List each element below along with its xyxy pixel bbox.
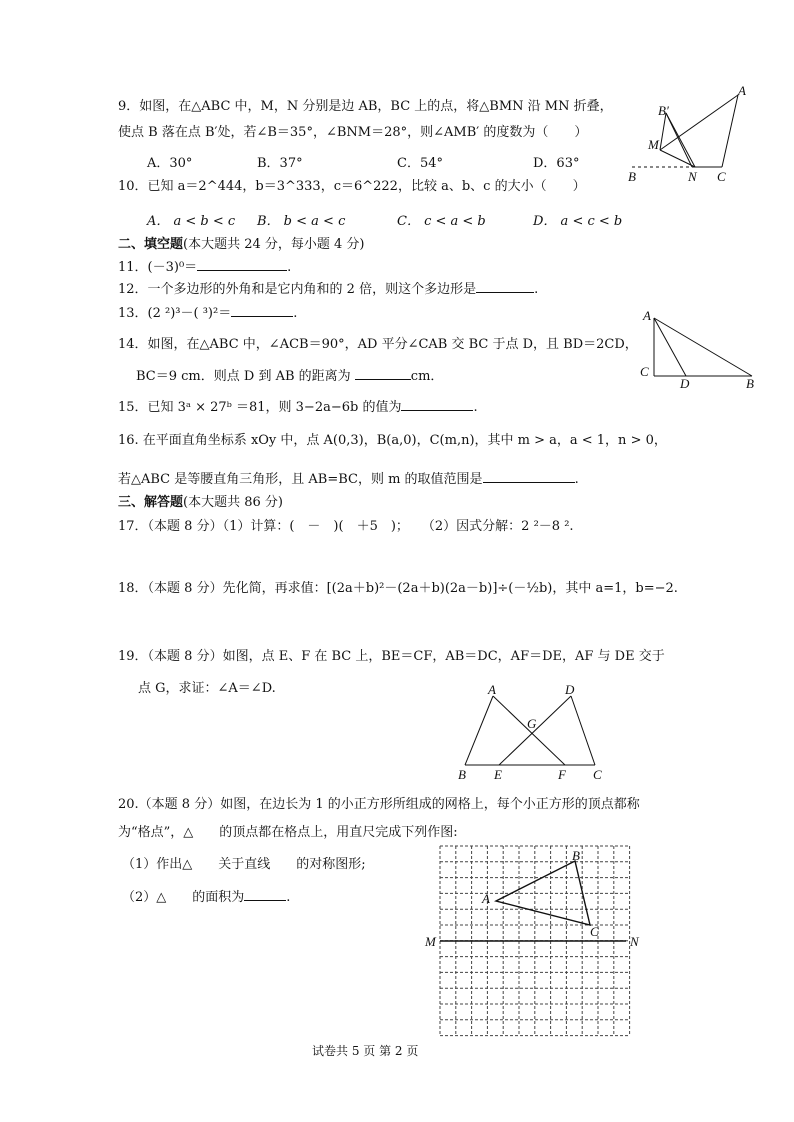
q19-figure: [455, 682, 615, 782]
q20-line4: [122, 888, 290, 907]
q19-label-f: F: [558, 767, 566, 782]
q20-blank[interactable]: [244, 888, 286, 901]
q9-label-b: B: [628, 169, 636, 184]
q16-blank[interactable]: [483, 470, 575, 483]
q15: [118, 398, 478, 417]
q14-figure: [640, 308, 765, 391]
q12-tail: .: [534, 282, 539, 297]
q9-line1: 9．如图，在△ABC 中，M，N 分别是边 AB，BC 上的点，将△BMN 沿 MN 折叠，: [118, 99, 613, 114]
q15-tail: .: [473, 400, 478, 415]
q9-label-m: M: [648, 137, 659, 152]
q9-label-c: C: [717, 169, 726, 184]
q14-label-d: D: [680, 376, 690, 391]
q9-option-a: A．30°: [147, 156, 193, 171]
q14-unit: cm．: [410, 369, 444, 384]
q20-line2: 为“格点”，△ 的顶点都在格点上，用直尺完成下列作图:: [118, 825, 458, 840]
q13-blank[interactable]: [231, 304, 293, 317]
page-footer: 试卷共 5 页 第 2 页: [312, 1044, 419, 1058]
q9-option-c: C．54°: [397, 156, 443, 171]
section-3-note: (本大题共 86 分): [183, 495, 283, 510]
q14-label-a: A: [643, 308, 651, 323]
q20-label-c: C: [590, 924, 599, 939]
section-2-note: (本大题共 24 分，每小题 4 分): [183, 237, 365, 252]
q17: 17．（本题 8 分）（1）计算：( － )( ＋5 )； （2）因式分解：2 ²－8 ².: [118, 519, 574, 534]
q14-label-b: B: [746, 376, 754, 391]
q20-tail: .: [286, 890, 291, 905]
q15-blank[interactable]: [401, 398, 473, 411]
q19-line2: 点 G，求证：∠A＝∠D.: [138, 681, 276, 696]
q20-label-n: N: [630, 934, 639, 949]
q20-text: （2）△ 的面积为: [122, 890, 245, 905]
section-2-heading: [118, 236, 365, 254]
q18: 18．（本题 8 分）先化简，再求值：[(2a＋b)²－(2a＋b)(2a－b)]÷(－½b)，其中 a=1，b=−2.: [118, 581, 678, 596]
q9-option-b: B．37°: [257, 156, 303, 171]
q12-blank[interactable]: [476, 280, 534, 293]
q11-tail: .: [287, 260, 292, 275]
q16-line1: 16. 在平面直角坐标系 xOy 中，点 A(0,3)，B(a,0)，C(m,n)，其中 m > a，a < 1，n > 0，: [118, 433, 667, 448]
q9-label-bprime: B′: [658, 103, 669, 118]
q13: [118, 304, 297, 323]
q14-line2: [136, 367, 443, 386]
q19-label-b: B: [458, 767, 466, 782]
q20-label-a: A: [482, 891, 490, 906]
q9-label-n: N: [688, 169, 697, 184]
q14-text: BC＝9 cm．则点 D 到 AB 的距离为: [136, 369, 351, 384]
q19-line1: 19．（本题 8 分）如图，点 E、F 在 BC 上，BE＝CF，AB＝DC，AF＝DE，AF 与 DE 交于: [118, 649, 665, 664]
q14-blank[interactable]: [355, 367, 411, 380]
q19-label-a: A: [488, 682, 496, 697]
q13-tail: .: [293, 306, 298, 321]
q10-question: 10．已知 a＝2^444，b＝3^333，c＝6^222，比较 a、b、c 的大小（ ）: [118, 179, 586, 194]
q9-option-d: D．63°: [533, 156, 580, 171]
q14-label-c: C: [640, 364, 649, 379]
q11-blank[interactable]: [197, 258, 287, 271]
q20-label-b: B: [572, 848, 580, 863]
q16-text: 若△ABC 是等腰直角三角形，且 AB=BC，则 m 的取值范围是: [118, 472, 483, 487]
q11-text: 11．(－3)⁰＝: [118, 260, 198, 275]
q10-option-a: A． a < b < c: [147, 214, 236, 229]
q9-label-a: A: [738, 83, 746, 98]
q12-text: 12．一个多边形的外角和是它内角和的 2 倍，则这个多边形是: [118, 282, 477, 297]
q15-text: 15．已知 3ᵃ × 27ᵇ ＝81，则 3−2a−6b 的值为: [118, 400, 402, 415]
q16-tail: .: [574, 472, 579, 487]
q20-line3: （1）作出△ 关于直线 的对称图形;: [122, 857, 366, 872]
q10-option-b: B． b < a < c: [257, 214, 346, 229]
q14-line1: 14．如图，在△ABC 中，∠ACB＝90°，AD 平分∠CAB 交 BC 于点 D，且 BD＝2CD，: [118, 337, 638, 352]
section-2-title: 二、填空题: [118, 237, 184, 252]
q13-text: 13．(2 ²)³－( ³)²＝: [118, 306, 232, 321]
q20-grid-figure: [420, 838, 650, 1038]
q19-label-d: D: [565, 682, 575, 697]
q16-line2: [118, 470, 579, 489]
q9-figure: [620, 85, 760, 185]
q11: [118, 258, 291, 277]
q20-line1: 20.（本题 8 分）如图，在边长为 1 的小正方形所组成的网格上，每个小正方形的顶点都称: [118, 797, 640, 812]
section-3-heading: [118, 494, 283, 512]
q12: [118, 280, 538, 299]
q20-label-m: M: [425, 934, 436, 949]
q19-label-g: G: [527, 716, 537, 731]
q19-label-e: E: [494, 767, 502, 782]
q10-option-c: C． c < a < b: [397, 214, 486, 229]
q10-option-d: D． a < c < b: [533, 214, 623, 229]
q19-label-c: C: [593, 767, 602, 782]
q9-line2: 使点 B 落在点 B′处，若∠B＝35°，∠BNM＝28°，则∠AMB′ 的度数为（ ）: [118, 125, 588, 140]
section-3-title: 三、解答题: [118, 495, 184, 510]
